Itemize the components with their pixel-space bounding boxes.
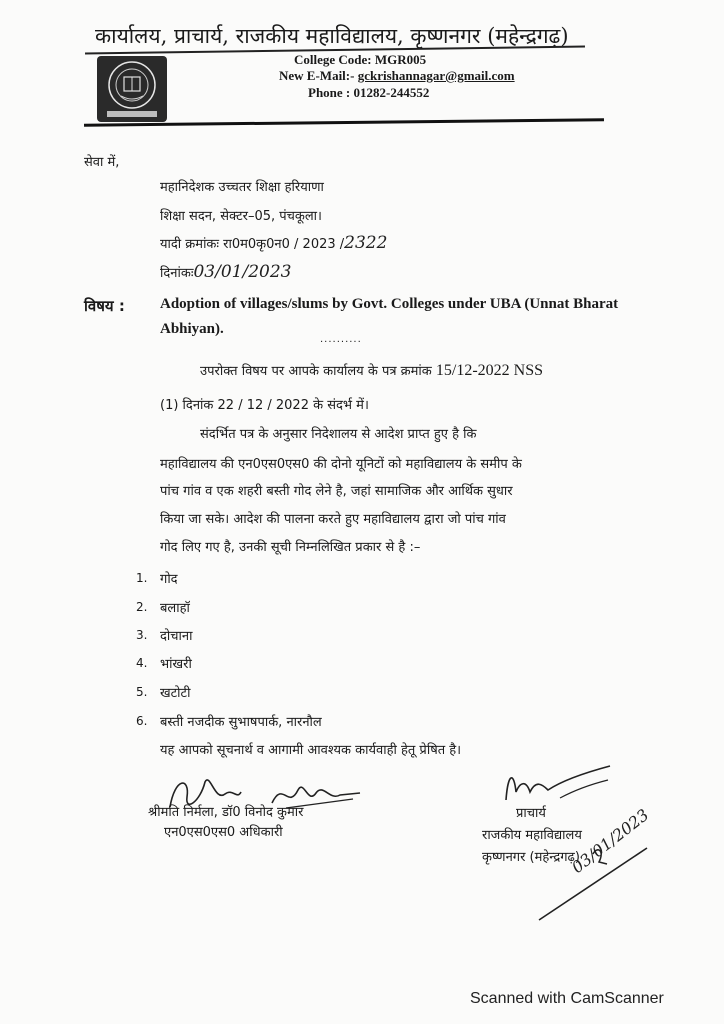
reference-date-line: (1) दिनांक 22 / 12 / 2022 के संदर्भ में।	[160, 398, 369, 413]
addressee-line-2: शिक्षा सदन, सेक्टर–05, पंचकूला।	[160, 209, 322, 224]
list-item-number: 4.	[136, 656, 148, 670]
reference-letter-number: 15/12-2022 NSS	[435, 362, 544, 379]
list-item: खटोटी	[160, 686, 191, 701]
camscanner-watermark: Scanned with CamScanner	[470, 990, 664, 1007]
list-item: दोचाना	[160, 629, 193, 644]
date-handwritten: 03/01/2023	[193, 262, 292, 282]
list-item: गोद	[160, 572, 178, 587]
college-code: College Code: MGR005	[294, 52, 427, 67]
closing-line: यह आपको सूचनार्थ व आगामी आवश्यक कार्यवाही हेतू प्रेषित है।	[160, 743, 462, 758]
subject-text: Adoption of villages/slums by Govt. Colleges under UBA (Unnat Bharat Abhiyan).	[160, 296, 619, 337]
paragraph-line-1: संदर्भित पत्र के अनुसार निदेशालय से आदेश प्राप्त हुए है कि	[200, 427, 477, 442]
reference-line-text: उपरोक्त विषय पर आपके कार्यालय के पत्र क्रमांक	[200, 364, 432, 379]
principal-place: कृष्णनगर (महेन्द्रगढ़)	[482, 850, 580, 865]
nss-officer-designation: एन0एस0एस0 अधिकारी	[164, 825, 283, 840]
date-line	[160, 262, 291, 282]
email-line	[279, 68, 515, 84]
list-item: बस्ती नजदीक सुभाषपार्क, नारनौल	[160, 715, 322, 730]
paragraph-line-4: किया जा सके। आदेश की पालना करते हुए महाविद्यालय द्वारा जो पांच गांव	[160, 512, 506, 527]
principal-date-handwritten: 03/01/2023	[568, 805, 653, 877]
office-title: कार्यालय, प्राचार्य, राजकीय महाविद्यालय, कृष्णनगर (महेन्द्रगढ़)	[95, 24, 569, 48]
principal-signature	[500, 762, 615, 807]
list-item-number: 1.	[136, 571, 148, 585]
email-address: gckrishannagar@gmail.com	[357, 68, 515, 83]
list-item: बलाहॉ	[160, 601, 190, 616]
paragraph-line-3: पांच गांव व एक शहरी बस्ती गोद लेने है, जहां सामाजिक और आर्थिक सुधार	[160, 484, 513, 499]
principal-title: प्राचार्य	[516, 806, 546, 821]
college-seal-logo	[97, 56, 167, 122]
reference-line	[200, 361, 543, 382]
list-item-number: 6.	[136, 714, 148, 728]
principal-college: राजकीय महाविद्यालय	[482, 828, 582, 843]
phone-number: Phone : 01282-244552	[308, 85, 430, 100]
date-prefix: दिनांकः	[160, 266, 194, 281]
reference-number-handwritten: 2322	[344, 233, 388, 253]
list-item: भांखरी	[160, 657, 192, 672]
paragraph-line-5: गोद लिए गए है, उनकी सूची निम्नलिखित प्रकार से है :–	[160, 540, 421, 555]
email-label: New E-Mail:-	[279, 68, 355, 83]
list-item-number: 2.	[136, 600, 148, 614]
reference-number-line	[160, 233, 387, 253]
salutation: सेवा में,	[84, 155, 120, 170]
list-item-number: 3.	[136, 628, 148, 642]
list-item-number: 5.	[136, 685, 148, 699]
paragraph-line-2: महाविद्यालय की एन0एस0एस0 की दोनो यूनिटों को महाविद्यालय के समीप के	[160, 457, 522, 472]
subject-label: विषय :	[84, 297, 125, 315]
reference-prefix: यादी क्रमांकः रा0म0कृ0न0 / 2023 /	[160, 237, 345, 252]
addressee-line-1: महानिदेशक उच्चतर शिक्षा हरियाणा	[160, 180, 324, 195]
nss-officer-names: श्रीमति निर्मला, डॉ0 विनोद कुमार	[148, 805, 304, 820]
subject-underline-dots: ..........	[320, 334, 362, 345]
